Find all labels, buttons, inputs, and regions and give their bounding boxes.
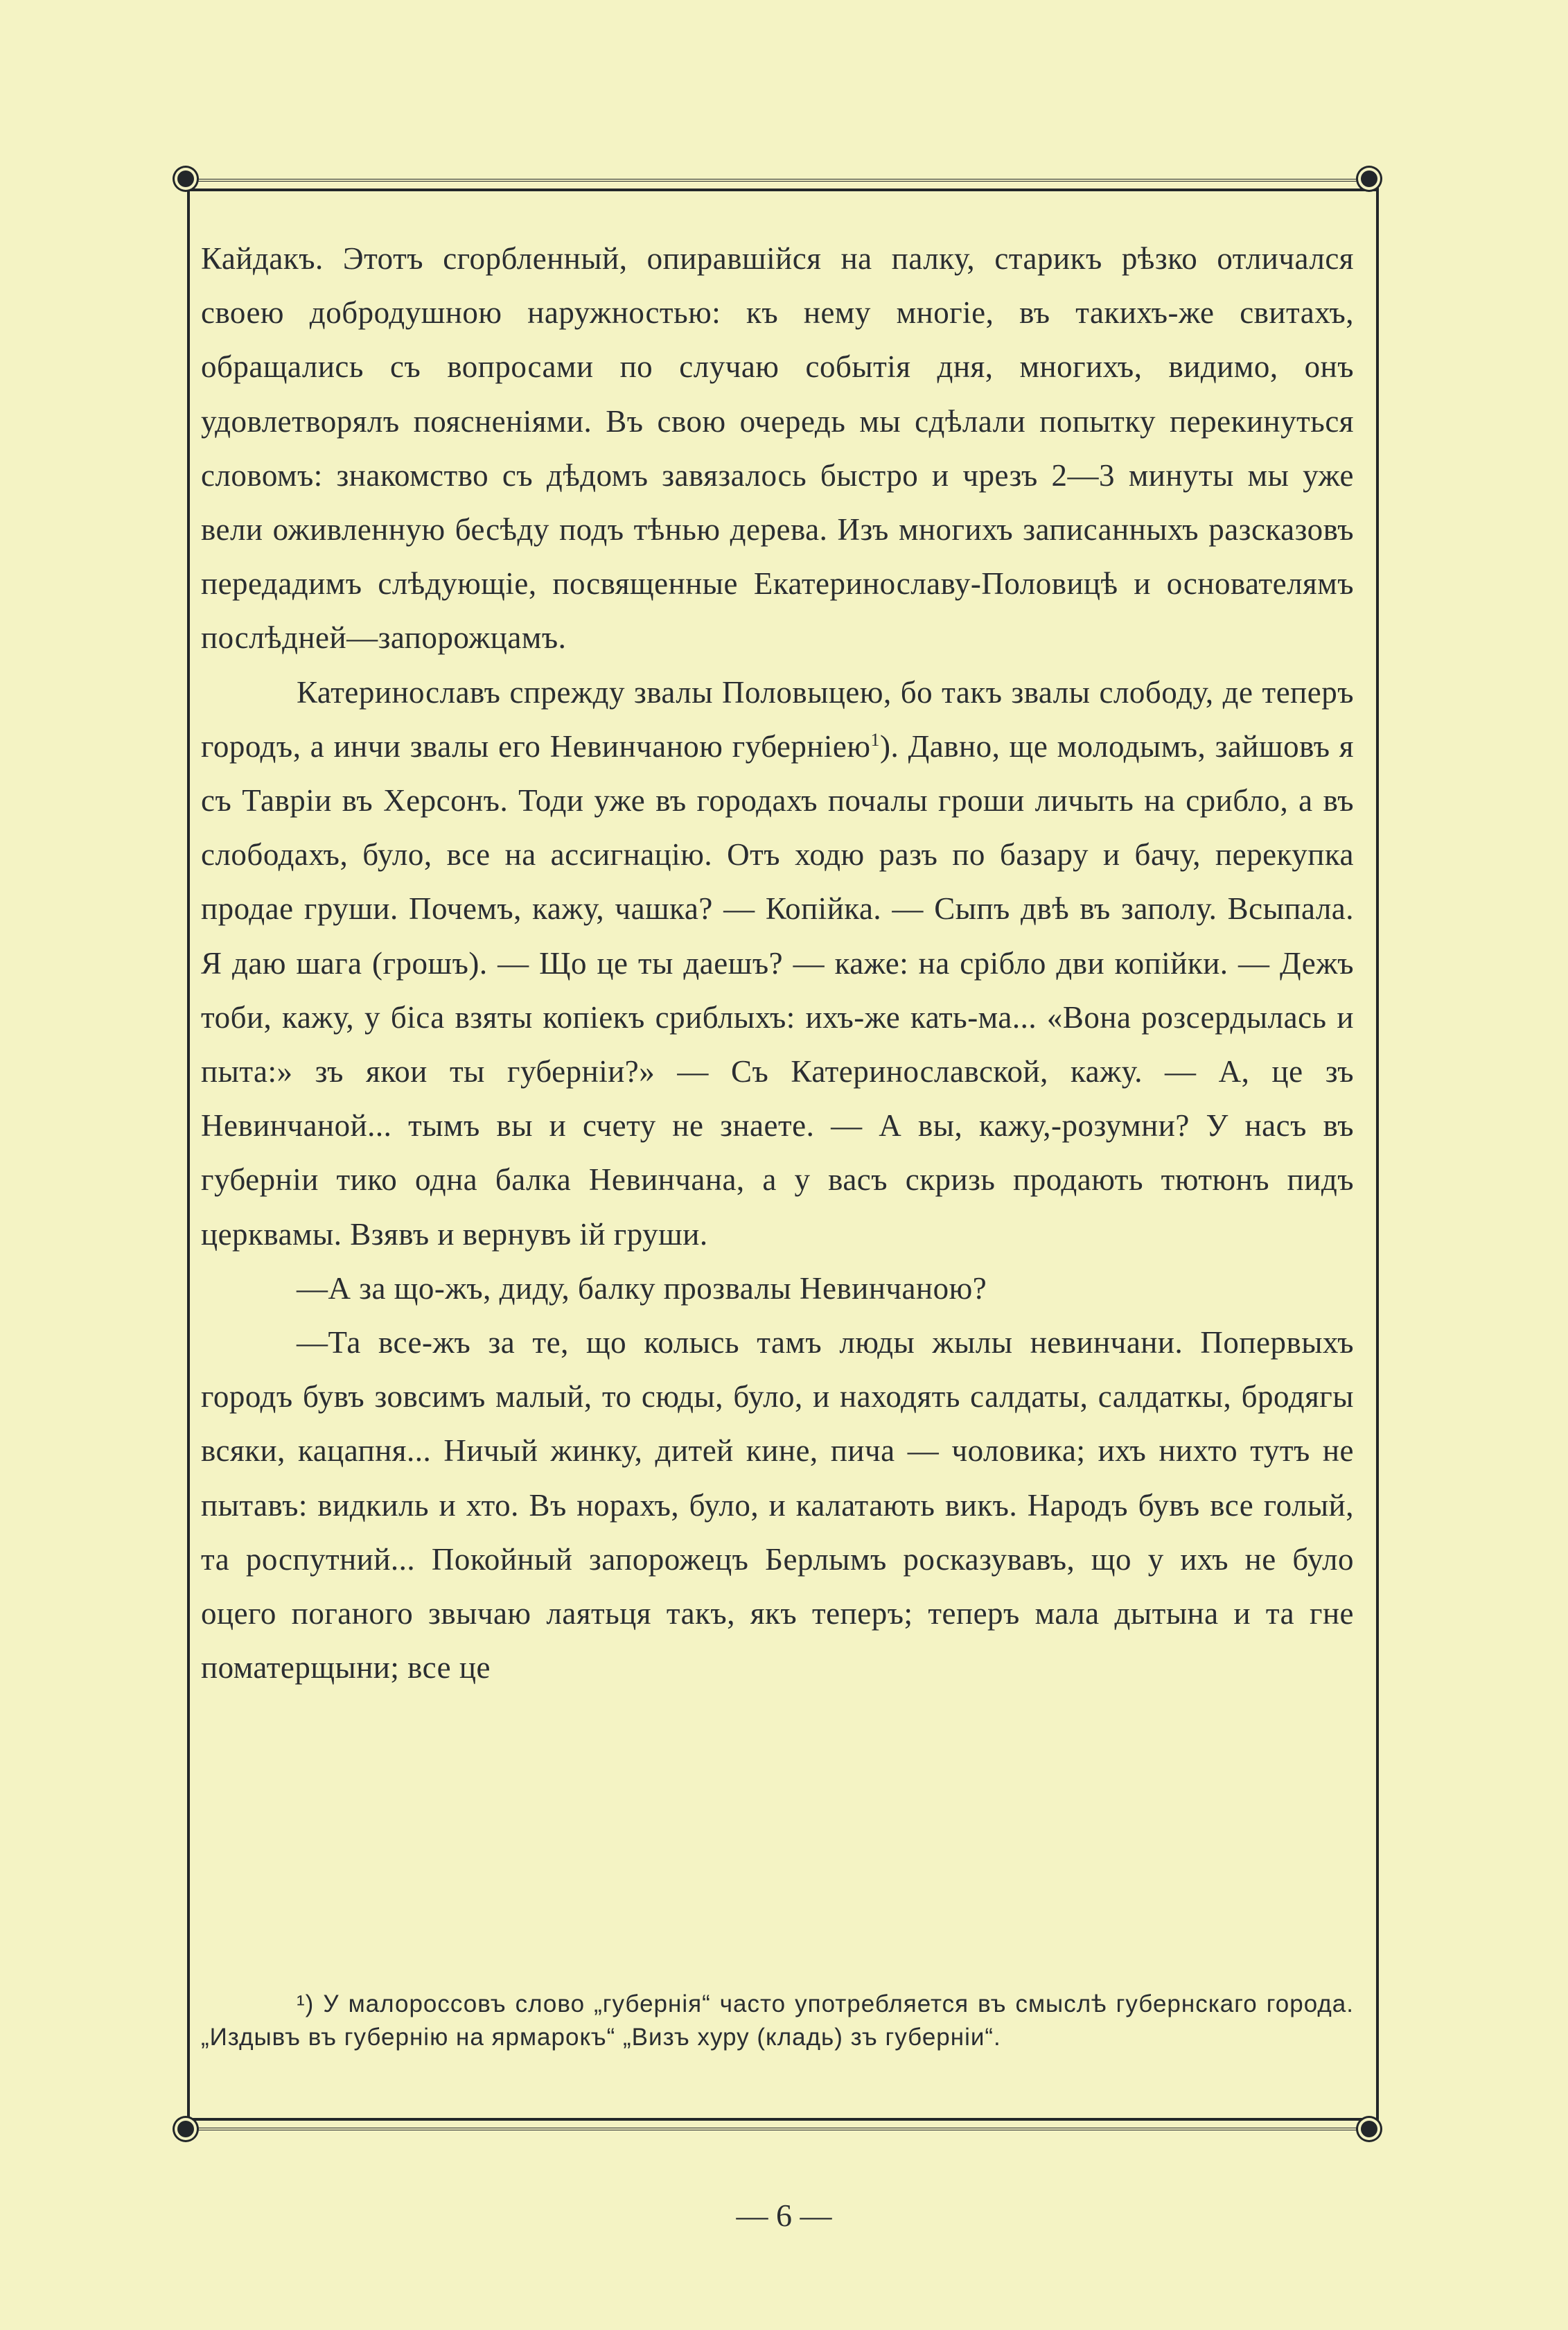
dialog-answer: —Та все-жъ за те, що колысь тамъ люды жылы невинчани. Попервыхъ городъ бувъ зовсимъ малый, то сюды, було, и находять салдаты, салдаткы, бродягы всяки, кацапня... Ничый жинку, дитей кине, пича — чоловика; ихъ нихто тутъ не пытавъ: видкиль и хто. Въ норахъ, було, и калатають викъ. Народъ бувъ все голый, та роспутний... Покойный запорожецъ Берлымъ росказувавъ, що у ихъ не було оцего поганого звычаю лаятьця такъ, якъ теперъ; теперъ мала дытына и та гне поматерщыни; все це xyxy=(201,1325,1354,1685)
footnote-line xyxy=(201,1988,1354,2054)
corner-ornament-icon xyxy=(1361,2121,1377,2137)
footnote-ref: 1 xyxy=(870,729,881,750)
paragraph-intro: Кайдакъ. Этотъ сгорбленный, опиравшійся на палку, старикъ рѣзко отличался своею добродушною наружностью: къ нему многіе, въ такихъ-же свитахъ, обращались съ вопросами по случаю событія дня, многихъ, видимо, онъ удовлетворялъ поясненіями. Въ свою очередь мы сдѣлали попытку перекинуться словомъ: знакомство съ дѣдомъ завязалось быстро и чрезъ 2—3 минуты мы уже вели оживленную бесѣду подъ тѣнью дерева. Изъ многихъ записанныхъ разсказовъ передадимъ слѣдующіе, посвященные Екатеринославу-Половицѣ и основателямъ послѣдней—запорожцамъ. xyxy=(201,241,1354,656)
corner-ornament-icon xyxy=(1361,170,1377,187)
paragraph-story-start: Катеринославъ спрежду звалы Половыцею, бо такъ звалы слободу, де теперъ городъ, а инчи звалы его Невинчаною губерніею xyxy=(201,674,1354,764)
footnote-text: У малороссовъ слово „губернія“ часто употребляется въ смыслѣ губернскаго города. „Издывъ въ губернію на ярмарокъ“ „Визъ хуру (кладь) зъ губерніи“. xyxy=(201,1990,1355,2051)
footnote xyxy=(201,1988,1354,2054)
footnote-ref-suffix: ). xyxy=(880,728,899,764)
footnote-marker: ¹) xyxy=(297,1990,315,2017)
corner-ornament-icon xyxy=(177,2121,194,2137)
corner-ornament-icon xyxy=(177,170,194,187)
page-number: — 6 — xyxy=(736,2198,832,2233)
dialog-question: —А за що-жъ, диду, балку прозвалы Невинчаною? xyxy=(297,1270,987,1306)
body-text xyxy=(201,231,1354,1694)
paragraph-story-cont: Давно, ще молодымъ, зайшовъ я съ Тавріи въ Херсонъ. Тоди уже въ городахъ почалы гроши личыть на срибло, а въ слободахъ, було, все на ассигнацію. Отъ ходю разъ по базару и бачу, перекупка продае груши. Почемъ, кажу, чашка? — Копійка. — Сыпъ двѣ въ заполу. Всыпала. Я даю шага (грошъ). — Що це ты даешъ? — каже: на срібло дви копійки. — Дежъ тоби, кажу, у біса взяты копіекъ сриблыхъ: ихъ-же кать-ма... «Вона розсердылась и пыта:» зъ якои ты губерніи?» — Съ Катеринославской, кажу. — А, це зъ Невинчаной... тымъ вы и счету не знаете. — А вы, кажу,-розумни? У насъ въ губерніи тико одна балка Невинчана, а у васъ скризь продають тютюнъ пидъ церквамы. Взявъ и вернувъ ій груши. xyxy=(201,728,1355,1252)
paragraph-story xyxy=(201,665,1354,1261)
